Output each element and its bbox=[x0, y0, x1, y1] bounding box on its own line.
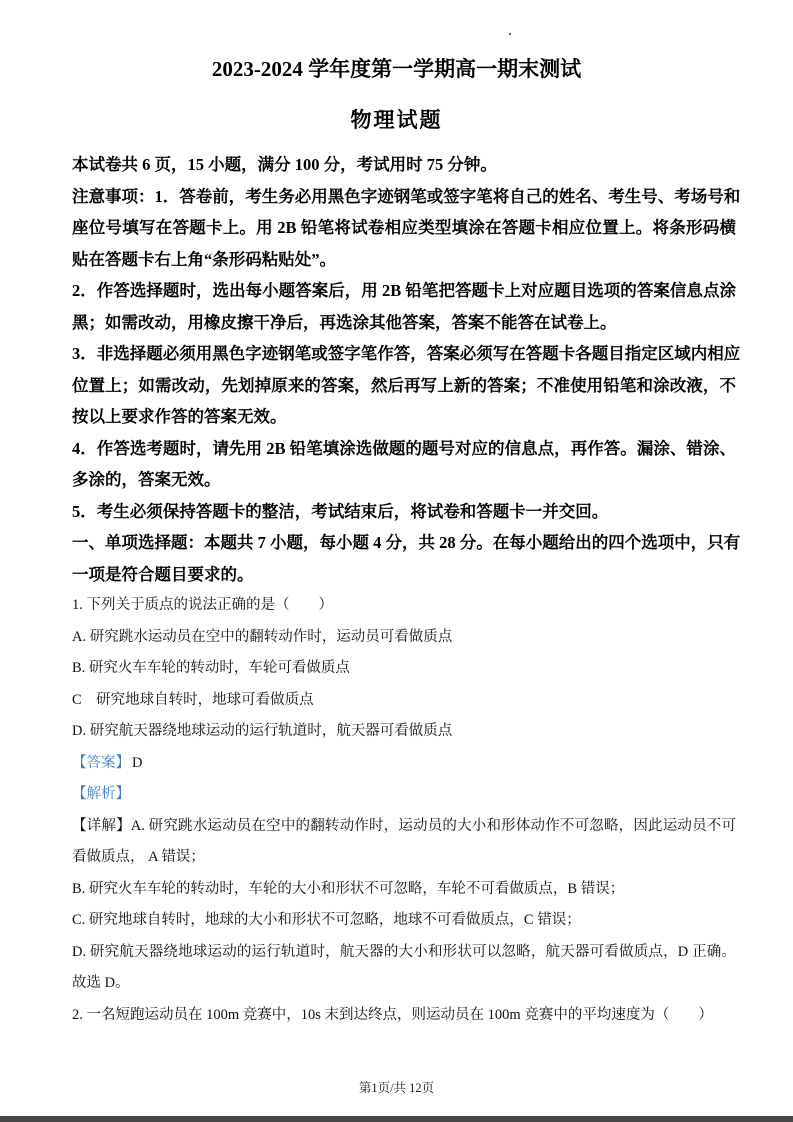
page-title: 2023-2024 学年度第一学期高一期末测试 bbox=[211, 57, 582, 81]
document-body bbox=[72, 149, 741, 1031]
explanation-line-1: 【详解】A. 研究跳水运动员在空中的翻转动作时，运动员的大小和形体动作不可忽略，因此运动员不可 bbox=[72, 817, 736, 834]
notice-3-line-3: 按以上要求作答的答案无效。 bbox=[72, 407, 287, 426]
notice-1-line-1: 注意事项：1．答卷前，考生务必用黑色字迹钢笔或签字笔将自己的姓名、考生号、考场号和 bbox=[72, 186, 741, 206]
answer-line bbox=[72, 748, 736, 780]
analysis-line bbox=[72, 779, 736, 811]
question-1-option-d: D. 研究航天器绕地球运动的运行轨道时，航天器可看做质点 bbox=[72, 723, 453, 739]
analysis-label: 【解析】 bbox=[72, 786, 130, 802]
conclusion-line: 故选 D。 bbox=[72, 975, 130, 991]
question-1-option-c: C 研究地球自转时，地球可看做质点 bbox=[72, 691, 314, 708]
page-footer: 第1页/共 12页 bbox=[358, 1081, 435, 1095]
question-1-option-a: A. 研究跳水运动员在空中的翻转动作时，运动员可看做质点 bbox=[72, 628, 453, 645]
explanation-line-2: 看做质点， A 错误； bbox=[72, 849, 205, 865]
bottom-bar bbox=[0, 1116, 793, 1122]
explanation-point-c: C. 研究地球自转时，地球的大小和形状不可忽略，地球不可看做质点，C 错误； bbox=[72, 912, 581, 928]
notice-1-line-2: 座位号填写在答题卡上。用 2B 铅笔将试卷相应类型填涂在答题卡相应位置上。将条形码横 bbox=[72, 218, 736, 237]
notice-2-line-2: 黑；如需改动，用橡皮擦干净后，再选涂其他答案，答案不能答在试卷上。 bbox=[72, 312, 617, 332]
section-1-header-line-1: 一、单项选择题：本题共 7 小题，每小题 4 分，共 28 分。在每小题给出的四个选项中，只有 bbox=[72, 533, 741, 552]
notice-4-line-1: 4．作答选考题时，请先用 2B 铅笔填涂选做题的题号对应的信息点，再作答。漏涂、错涂、 bbox=[72, 438, 736, 458]
notice-5-line-1: 5．考生必须保持答题卡的整洁，考试结束后，将试卷和答题卡一并交回。 bbox=[72, 501, 609, 521]
exam-info-line: 本试卷共 6 页，15 小题，满分 100 分，考试用时 75 分钟。 bbox=[72, 155, 497, 174]
answer-value: D bbox=[132, 754, 143, 771]
explanation-point-d: D. 研究航天器绕地球运动的运行轨道时，航天器的大小和形状可以忽略，航天器可看做质点，D 正确。 bbox=[72, 943, 736, 960]
notice-4-line-2: 多涂的，答案无效。 bbox=[72, 470, 221, 489]
notice-3-line-1: 3．非选择题必须用黑色字迹钢笔或签字笔作答，答案必须写在答题卡各题目指定区域内相应 bbox=[72, 344, 741, 363]
notice-1-line-3: 贴在答题卡右上角“条形码粘贴处”。 bbox=[72, 249, 336, 269]
question-1-option-b: B. 研究火车车轮的转动时，车轮可看做质点 bbox=[72, 660, 350, 676]
answer-label: 【答案】 bbox=[72, 754, 130, 771]
section-1-header-line-2: 一项是符合题目要求的。 bbox=[72, 564, 254, 584]
question-2-stem: 2. 一名短跑运动员在 100m 竞赛中，10s 末到达终点，则运动员在 100m 竞赛中的平均速度为（ ） bbox=[72, 1006, 713, 1023]
explanation-point-b: B. 研究火车车轮的转动时，车轮的大小和形状不可忽略，车轮不可看做质点，B 错误； bbox=[72, 880, 625, 897]
ink-speck bbox=[509, 33, 511, 35]
page-subtitle: 物理试题 bbox=[350, 108, 443, 132]
notice-3-line-2: 位置上；如需改动，先划掉原来的答案，然后再写上新的答案；不准使用铅笔和涂改液，不 bbox=[72, 375, 736, 395]
question-1-stem: 1. 下列关于质点的说法正确的是（ ） bbox=[72, 597, 333, 613]
notice-2-line-1: 2．作答选择题时，选出每小题答案后，用 2B 铅笔把答题卡上对应题目选项的答案信息点涂 bbox=[72, 281, 736, 300]
